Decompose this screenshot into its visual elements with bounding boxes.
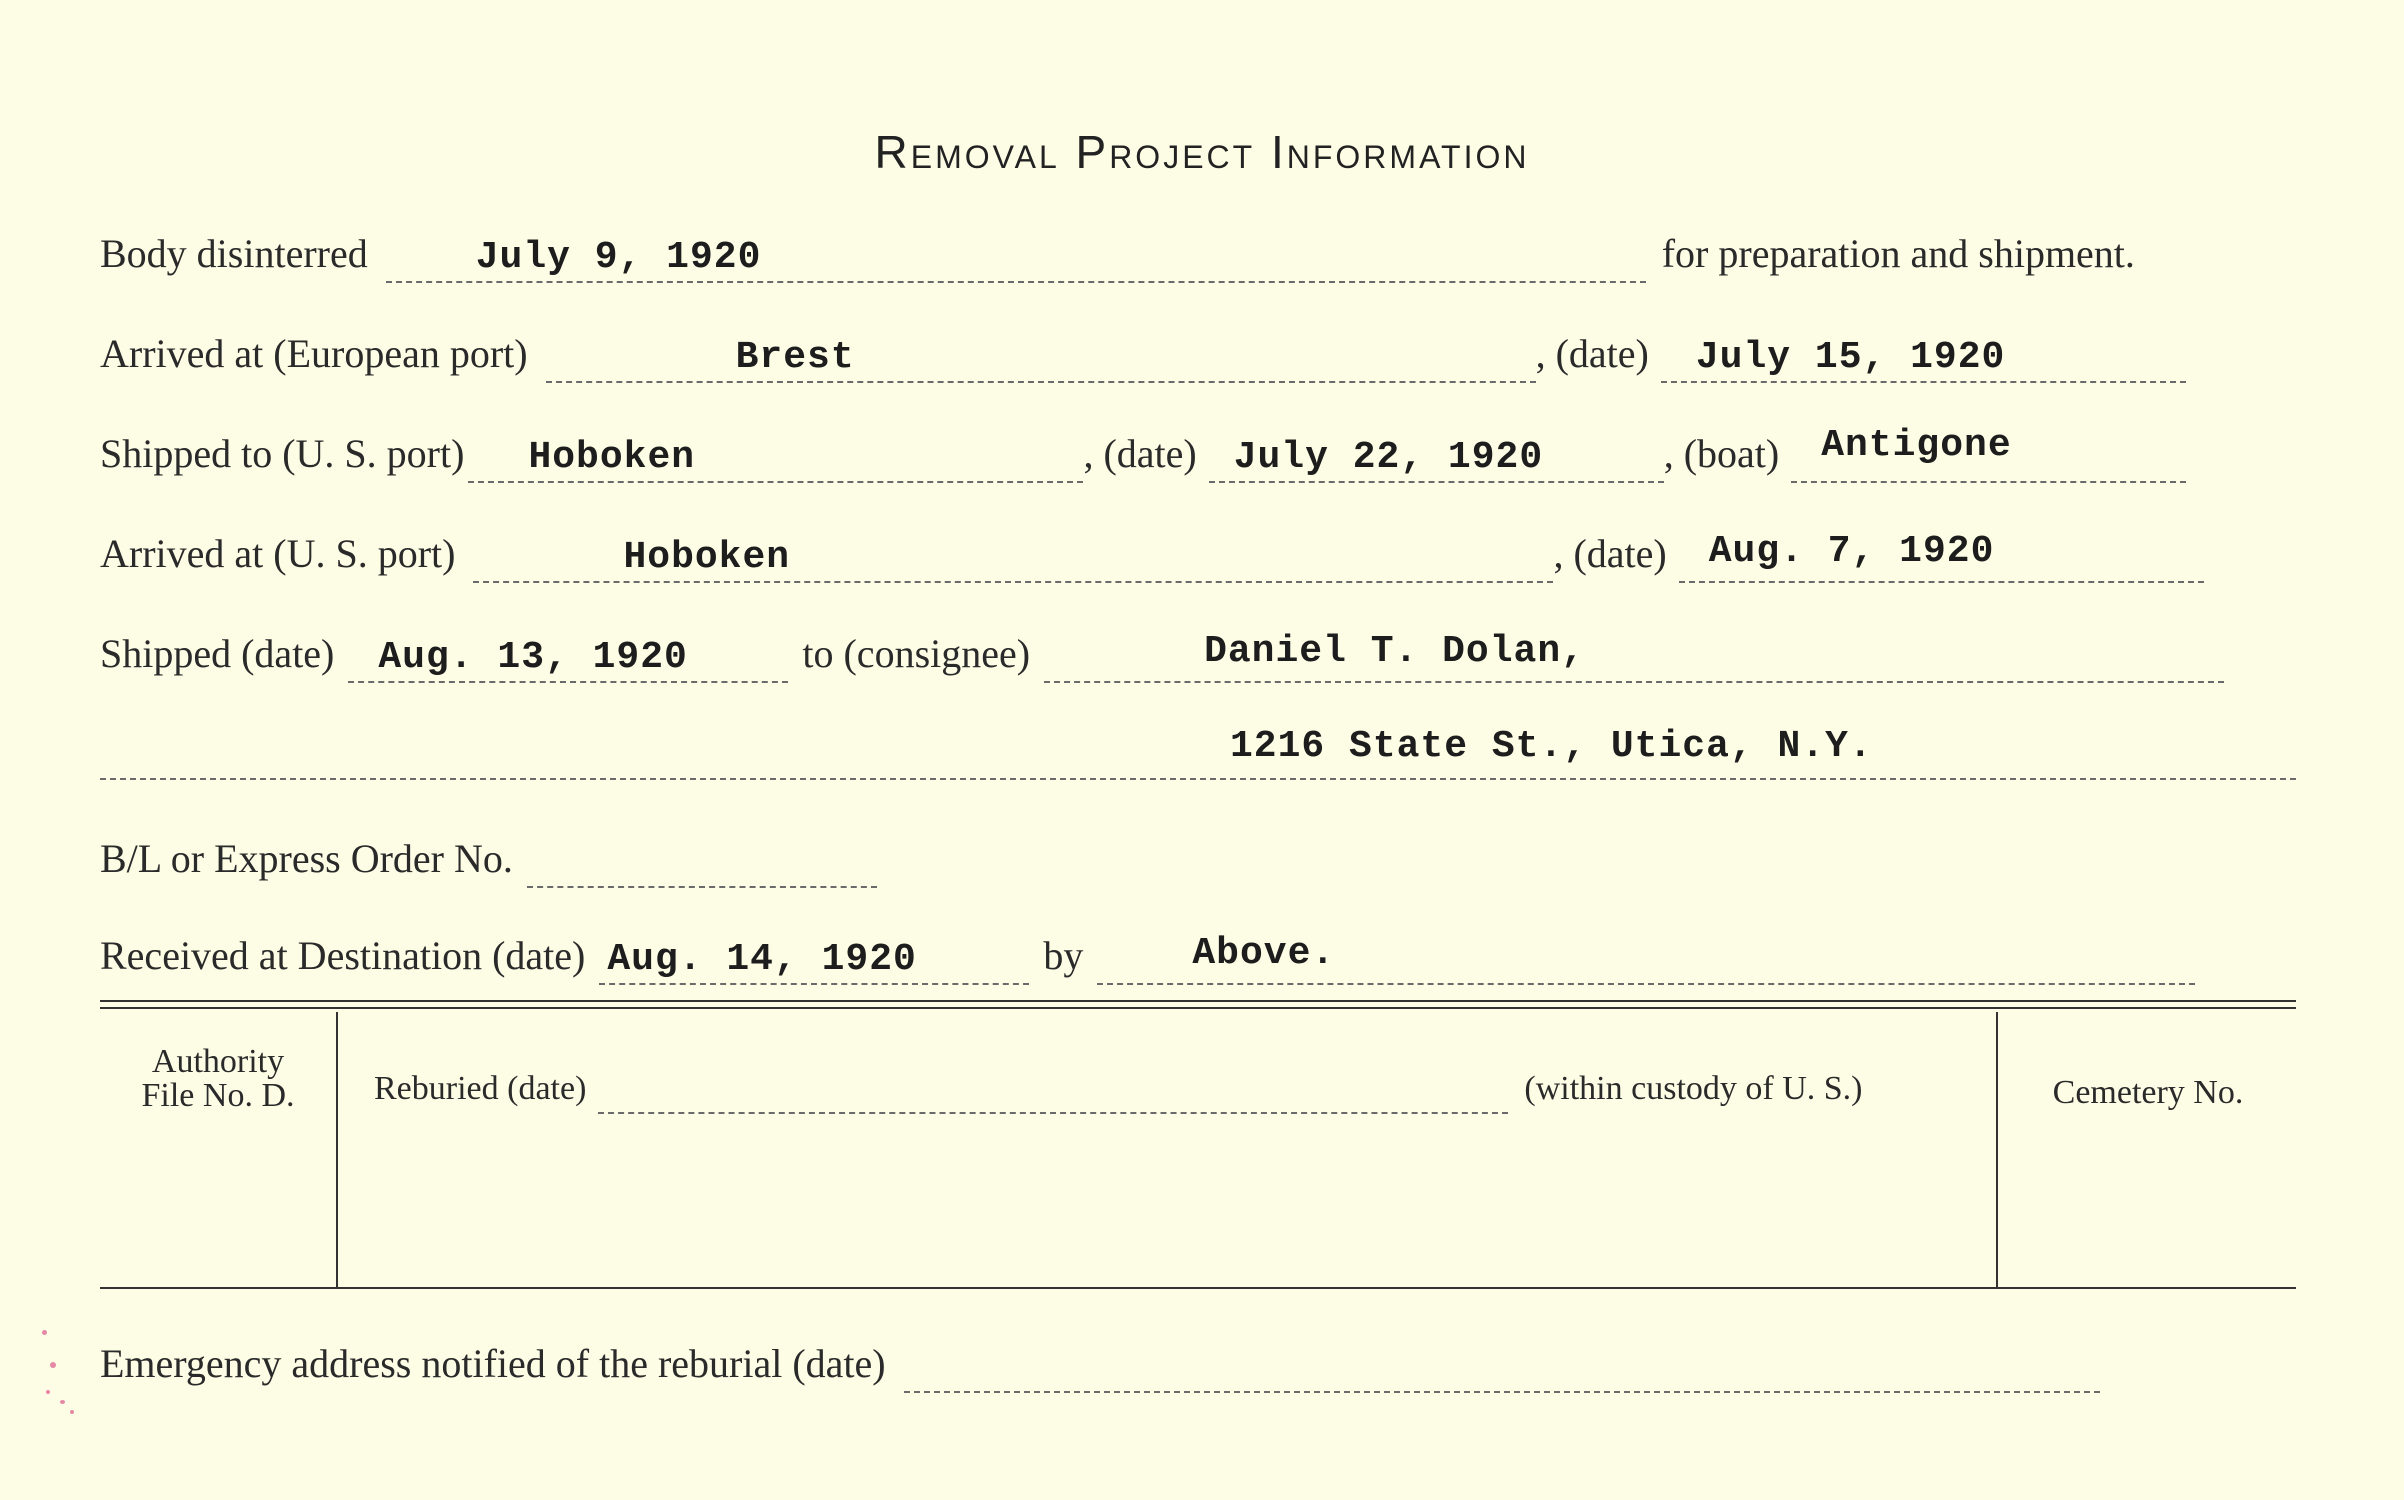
card-title: Removal Project Information [874, 126, 1530, 178]
received-label: Received at Destination (date) [100, 933, 586, 978]
consignee-label: to (consignee) [802, 631, 1031, 676]
cemetery-label: Cemetery No. [2052, 1074, 2244, 1111]
received-by-label: by [1043, 933, 1084, 978]
authority-block [100, 1045, 336, 1113]
disinterred-value: July 9, 1920 [475, 236, 762, 279]
ink-speck [46, 1390, 50, 1394]
disinterred-label: Body disinterred [100, 231, 368, 276]
european-port-row [100, 330, 2186, 383]
custody-label: (within custody of U. S.) [1524, 1070, 1863, 1107]
received-by-field [1097, 932, 2195, 985]
address-field [100, 725, 2296, 780]
consignee-value: Daniel T. Dolan, [1204, 630, 1585, 673]
received-row [100, 932, 2195, 985]
ink-speck [50, 1362, 56, 1368]
european-port-value: Brest [735, 336, 855, 379]
arrived-us-date-label: , (date) [1553, 531, 1667, 576]
box-divider-left [336, 1012, 338, 1287]
authority-line2: File No. D. [141, 1077, 295, 1114]
reburied-row [374, 1070, 1863, 1114]
box-top-rule-1 [100, 1000, 2296, 1002]
shipped-label: Shipped (date) [100, 631, 335, 676]
reburied-field [598, 1074, 1508, 1114]
boat-value: Antigone [1821, 424, 2012, 467]
shipped-date-field [348, 633, 788, 683]
european-port-date-field [1661, 333, 2186, 383]
received-date-field [599, 935, 1029, 985]
received-date: Aug. 14, 1920 [607, 938, 917, 981]
arrived-us-port-value: Hoboken [623, 536, 791, 579]
shipped-us-label: Shipped to (U. S. port) [100, 431, 465, 476]
consignee-address: 1216 State St., Utica, N.Y. [1230, 725, 1873, 768]
reburied-label: Reburied (date) [374, 1070, 587, 1107]
box-bottom-rule [100, 1287, 2296, 1289]
disinterred-row [100, 230, 2135, 283]
arrived-us-label: Arrived at (U. S. port) [100, 531, 456, 576]
consignee-field [1044, 630, 2224, 683]
shipped-us-port-value: Hoboken [528, 436, 696, 479]
european-port-date: July 15, 1920 [1695, 336, 2006, 379]
european-port-field [546, 333, 1536, 383]
authority-line1: Authority [151, 1043, 285, 1080]
boat-field [1791, 424, 2186, 483]
shipped-us-date-field [1209, 433, 1664, 483]
emergency-label: Emergency address notified of the reburial (date) [100, 1341, 886, 1386]
bl-field [527, 838, 877, 888]
disinterred-suffix: for preparation and shipment. [1661, 231, 2135, 276]
shipped-us-date: July 22, 1920 [1233, 436, 1544, 479]
shipped-us-row [100, 424, 2186, 483]
shipped-us-port-field [468, 433, 1083, 483]
ink-speck [42, 1330, 47, 1335]
boat-label: , (boat) [1663, 431, 1780, 476]
box-divider-right [1996, 1012, 1998, 1287]
bl-row [100, 835, 877, 888]
shipped-us-date-label: , (date) [1083, 431, 1197, 476]
box-top-rule-2 [100, 1007, 2296, 1009]
arrived-us-date-field [1679, 530, 2204, 583]
shipped-row [100, 630, 2224, 683]
address-row [100, 725, 2296, 780]
european-port-date-label: , (date) [1535, 331, 1649, 376]
shipped-date: Aug. 13, 1920 [378, 636, 688, 679]
european-port-label: Arrived at (European port) [100, 331, 528, 376]
ink-speck [60, 1400, 65, 1404]
emergency-row [100, 1340, 2100, 1393]
received-by: Above. [1192, 932, 1336, 975]
ink-speck [70, 1410, 74, 1414]
arrived-us-port-field [473, 533, 1553, 583]
arrived-us-row [100, 530, 2204, 583]
emergency-field [904, 1343, 2100, 1393]
disinterred-field [386, 233, 1646, 283]
bl-label: B/L or Express Order No. [100, 836, 513, 881]
arrived-us-date: Aug. 7, 1920 [1708, 530, 1995, 573]
